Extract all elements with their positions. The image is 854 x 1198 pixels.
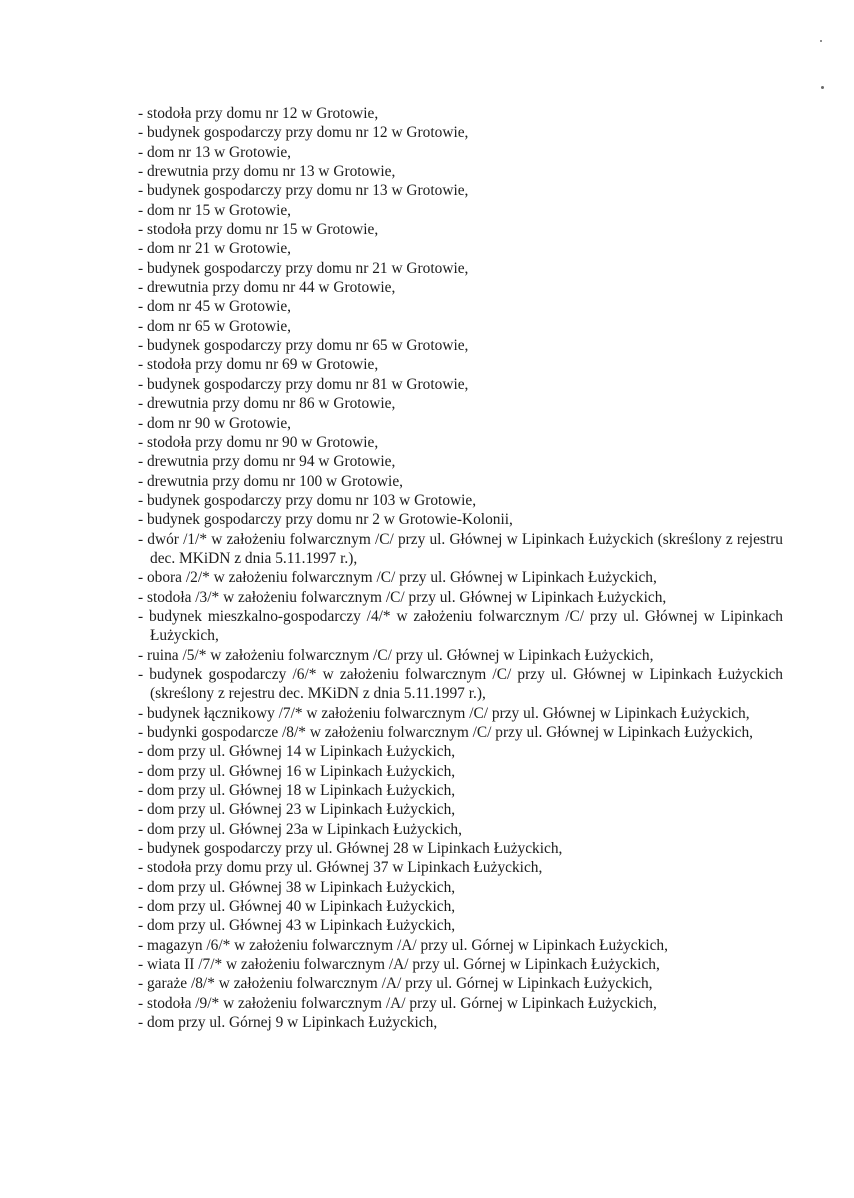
list-item: - stodoła przy domu nr 90 w Grotowie, <box>138 433 379 451</box>
list-item: - budynek gospodarczy przy domu nr 2 w Grotowie-Kolonii, <box>138 511 513 529</box>
list-item: - magazyn /6/* w założeniu folwarcznym /A/ przy ul. Górnej w Lipinkach Łużyckich, <box>138 936 668 954</box>
list-item: - drewutnia przy domu nr 86 w Grotowie, <box>138 395 396 413</box>
list-item: - budynek gospodarczy przy domu nr 65 w Grotowie, <box>138 337 469 355</box>
list-item: - stodoła przy domu nr 12 w Grotowie, <box>138 105 379 122</box>
list-item: - dom nr 15 w Grotowie, <box>138 201 292 219</box>
list-item: - dom nr 65 w Grotowie, <box>138 317 292 335</box>
list-item: - stodoła /3/* w założeniu folwarcznym /C/ przy ul. Głównej w Lipinkach Łużyckich, <box>138 588 667 606</box>
list-item: - dom przy ul. Głównej 38 w Lipinkach Łużyckich, <box>138 878 456 896</box>
list-item: - dom przy ul. Głównej 14 w Lipinkach Łużyckich, <box>138 743 456 761</box>
list-item: - budynek mieszkalno-gospodarczy /4/* w założeniu folwarcznym /C/ przy ul. Głównej w Lipinkach Łużyckich, <box>138 607 783 645</box>
list-item: - budynek gospodarczy /6/* w założeniu folwarcznym /C/ przy ul. Głównej w Lipinkach Łużyckich (skreślony z rejestru dec. MKiDN z dnia 5.11.1997 r.), <box>138 665 783 703</box>
list-item: - dom nr 90 w Grotowie, <box>138 414 292 432</box>
list-item: - dom przy ul. Głównej 40 w Lipinkach Łużyckich, <box>138 898 456 916</box>
scan-speck <box>820 40 822 42</box>
list-item: - drewutnia przy domu nr 100 w Grotowie, <box>138 472 403 490</box>
list-item: - dwór /1/* w założeniu folwarcznym /C/ przy ul. Głównej w Lipinkach Łużyckich (skreślony z rejestru dec. MKiDN z dnia 5.11.1997 r.), <box>138 530 783 567</box>
list-item: - wiata II /7/* w założeniu folwarcznym /A/ przy ul. Górnej w Lipinkach Łużyckich, <box>138 956 660 974</box>
list-item: - dom nr 45 w Grotowie, <box>138 298 292 316</box>
list-item: - drewutnia przy domu nr 44 w Grotowie, <box>138 279 396 297</box>
list-item: - budynek gospodarczy przy domu nr 21 w Grotowie, <box>138 259 469 277</box>
list-item: - budynek gospodarczy przy domu nr 81 w Grotowie, <box>138 375 469 393</box>
list-item: - budynki gospodarcze /8/* w założeniu folwarcznym /C/ przy ul. Głównej w Lipinkach Łużyckich, <box>138 724 754 741</box>
list-item: - budynek łącznikowy /7/* w założeniu folwarcznym /C/ przy ul. Głównej w Lipinkach Łużyckich, <box>138 704 750 722</box>
list-item: - stodoła przy domu przy ul. Głównej 37 w Lipinkach Łużyckich, <box>138 859 543 877</box>
list-item: - dom nr 21 w Grotowie, <box>138 240 292 258</box>
list-item: - dom przy ul. Górnej 9 w Lipinkach Łużyckich, <box>138 1014 438 1032</box>
list-item: - dom przy ul. Głównej 18 w Lipinkach Łużyckich, <box>138 782 456 800</box>
list-item: - ruina /5/* w założeniu folwarcznym /C/ przy ul. Głównej w Lipinkach Łużyckich, <box>138 646 654 664</box>
list-item: - drewutnia przy domu nr 13 w Grotowie, <box>138 163 396 181</box>
list-item: - stodoła przy domu nr 69 w Grotowie, <box>138 356 379 374</box>
list-item: - drewutnia przy domu nr 94 w Grotowie, <box>138 453 396 471</box>
list-item: - dom przy ul. Głównej 16 w Lipinkach Łużyckich, <box>138 762 456 780</box>
list-item: - dom przy ul. Głównej 23a w Lipinkach Łużyckich, <box>138 820 462 838</box>
list-item: - obora /2/* w założeniu folwarcznym /C/ przy ul. Głównej w Lipinkach Łużyckich, <box>138 569 657 587</box>
list-item: - dom przy ul. Głównej 23 w Lipinkach Łużyckich, <box>138 801 456 819</box>
list-item: - garaże /8/* w założeniu folwarcznym /A/ przy ul. Górnej w Lipinkach Łużyckich, <box>138 975 653 993</box>
list-item: - budynek gospodarczy przy domu nr 13 w Grotowie, <box>138 182 469 200</box>
monument-list <box>138 104 783 1033</box>
list-item: - budynek gospodarczy przy domu nr 103 w Grotowie, <box>138 491 477 509</box>
list-item: - budynek gospodarczy przy domu nr 12 w Grotowie, <box>138 124 469 142</box>
list-item: - dom przy ul. Głównej 43 w Lipinkach Łużyckich, <box>138 917 456 935</box>
scan-speck <box>821 86 824 89</box>
list-item: - stodoła przy domu nr 15 w Grotowie, <box>138 221 379 239</box>
list-item: - dom nr 13 w Grotowie, <box>138 143 292 161</box>
list-item: - stodoła /9/* w założeniu folwarcznym /A/ przy ul. Górnej w Lipinkach Łużyckich, <box>138 994 657 1012</box>
list-item: - budynek gospodarczy przy ul. Głównej 28 w Lipinkach Łużyckich, <box>138 840 563 858</box>
